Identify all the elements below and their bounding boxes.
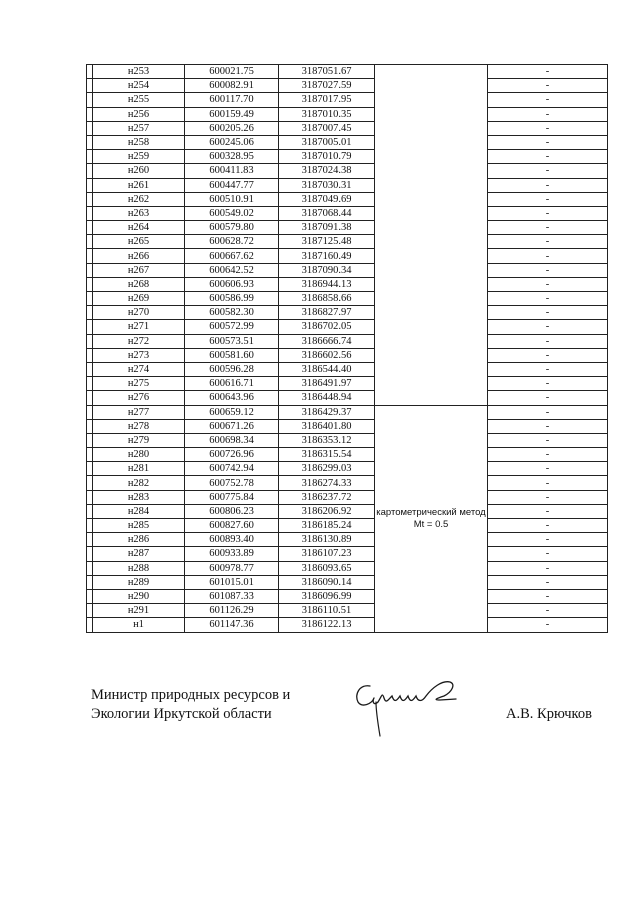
y-coordinate-cell: 3186237.72 — [279, 490, 375, 504]
y-coordinate-cell: 3186206.92 — [279, 504, 375, 518]
table-row — [87, 561, 608, 575]
note-cell: - — [488, 107, 608, 121]
note-cell: - — [488, 320, 608, 334]
y-coordinate-cell: 3186107.23 — [279, 547, 375, 561]
point-number-cell: н260 — [93, 164, 185, 178]
table-row — [87, 476, 608, 490]
note-cell: - — [488, 448, 608, 462]
table-row — [87, 135, 608, 149]
x-coordinate-cell: 600659.12 — [185, 405, 279, 419]
x-coordinate-cell: 601015.01 — [185, 575, 279, 589]
note-cell: - — [488, 405, 608, 419]
method-cell: картометрический метод Mt = 0.5 — [375, 405, 488, 632]
table-row — [87, 391, 608, 405]
table-row — [87, 547, 608, 561]
x-coordinate-cell: 600510.91 — [185, 192, 279, 206]
y-coordinate-cell: 3187005.01 — [279, 135, 375, 149]
table-row — [87, 519, 608, 533]
signatory-name: А.В. Крючков — [506, 706, 592, 722]
note-cell: - — [488, 519, 608, 533]
note-cell: - — [488, 178, 608, 192]
x-coordinate-cell: 600021.75 — [185, 65, 279, 79]
x-coordinate-cell: 601126.29 — [185, 604, 279, 618]
note-cell: - — [488, 561, 608, 575]
note-cell: - — [488, 235, 608, 249]
y-coordinate-cell: 3187068.44 — [279, 206, 375, 220]
signatory-title — [91, 686, 290, 724]
x-coordinate-cell: 600586.99 — [185, 292, 279, 306]
point-number-cell: н288 — [93, 561, 185, 575]
table-row — [87, 618, 608, 632]
point-number-cell: н258 — [93, 135, 185, 149]
y-coordinate-cell: 3187027.59 — [279, 79, 375, 93]
coordinates-table — [86, 64, 608, 633]
x-coordinate-cell: 600806.23 — [185, 504, 279, 518]
table-row — [87, 490, 608, 504]
table-row — [87, 164, 608, 178]
point-number-cell: н278 — [93, 419, 185, 433]
point-number-cell: н277 — [93, 405, 185, 419]
point-number-cell: н266 — [93, 249, 185, 263]
x-coordinate-cell: 600572.99 — [185, 320, 279, 334]
note-cell: - — [488, 135, 608, 149]
table-row — [87, 178, 608, 192]
x-coordinate-cell: 600933.89 — [185, 547, 279, 561]
x-coordinate-cell: 600726.96 — [185, 448, 279, 462]
y-coordinate-cell: 3186666.74 — [279, 334, 375, 348]
table-row — [87, 504, 608, 518]
table-row — [87, 419, 608, 433]
point-number-cell: н291 — [93, 604, 185, 618]
point-number-cell: н253 — [93, 65, 185, 79]
point-number-cell: н255 — [93, 93, 185, 107]
table-row — [87, 150, 608, 164]
y-coordinate-cell: 3186448.94 — [279, 391, 375, 405]
point-number-cell: н268 — [93, 277, 185, 291]
table-row — [87, 348, 608, 362]
x-coordinate-cell: 600159.49 — [185, 107, 279, 121]
point-number-cell: н284 — [93, 504, 185, 518]
note-cell: - — [488, 79, 608, 93]
x-coordinate-cell: 600742.94 — [185, 462, 279, 476]
note-cell: - — [488, 292, 608, 306]
note-cell: - — [488, 150, 608, 164]
x-coordinate-cell: 600573.51 — [185, 334, 279, 348]
y-coordinate-cell: 3186429.37 — [279, 405, 375, 419]
note-cell: - — [488, 533, 608, 547]
y-coordinate-cell: 3186274.33 — [279, 476, 375, 490]
x-coordinate-cell: 600752.78 — [185, 476, 279, 490]
y-coordinate-cell: 3187049.69 — [279, 192, 375, 206]
x-coordinate-cell: 600245.06 — [185, 135, 279, 149]
note-cell: - — [488, 462, 608, 476]
note-cell: - — [488, 306, 608, 320]
table-row — [87, 306, 608, 320]
y-coordinate-cell: 3186858.66 — [279, 292, 375, 306]
point-number-cell: н276 — [93, 391, 185, 405]
y-coordinate-cell: 3186827.97 — [279, 306, 375, 320]
signatory-title-line1: Министр природных ресурсов и — [91, 687, 291, 703]
table-row — [87, 405, 608, 419]
y-coordinate-cell: 3187051.67 — [279, 65, 375, 79]
table-row — [87, 107, 608, 121]
y-coordinate-cell: 3187090.34 — [279, 263, 375, 277]
table-row — [87, 221, 608, 235]
method-cell-empty — [375, 65, 488, 406]
x-coordinate-cell: 600117.70 — [185, 93, 279, 107]
x-coordinate-cell: 600775.84 — [185, 490, 279, 504]
y-coordinate-cell: 3186602.56 — [279, 348, 375, 362]
point-number-cell: н272 — [93, 334, 185, 348]
table-row — [87, 533, 608, 547]
x-coordinate-cell: 600549.02 — [185, 206, 279, 220]
table-row — [87, 192, 608, 206]
note-cell: - — [488, 362, 608, 376]
point-number-cell: н279 — [93, 433, 185, 447]
note-cell: - — [488, 547, 608, 561]
note-cell: - — [488, 419, 608, 433]
note-cell: - — [488, 65, 608, 79]
note-cell: - — [488, 192, 608, 206]
point-number-cell: н280 — [93, 448, 185, 462]
note-cell: - — [488, 433, 608, 447]
point-number-cell: н273 — [93, 348, 185, 362]
point-number-cell: н274 — [93, 362, 185, 376]
x-coordinate-cell: 600671.26 — [185, 419, 279, 433]
table-row — [87, 121, 608, 135]
point-number-cell: н281 — [93, 462, 185, 476]
table-row — [87, 575, 608, 589]
point-number-cell: н287 — [93, 547, 185, 561]
note-cell: - — [488, 164, 608, 178]
point-number-cell: н257 — [93, 121, 185, 135]
x-coordinate-cell: 600328.95 — [185, 150, 279, 164]
note-cell: - — [488, 348, 608, 362]
x-coordinate-cell: 600606.93 — [185, 277, 279, 291]
point-number-cell: н254 — [93, 79, 185, 93]
point-number-cell: н263 — [93, 206, 185, 220]
y-coordinate-cell: 3186491.97 — [279, 377, 375, 391]
note-cell: - — [488, 93, 608, 107]
table-row — [87, 334, 608, 348]
table-row — [87, 433, 608, 447]
y-coordinate-cell: 3187160.49 — [279, 249, 375, 263]
note-cell: - — [488, 504, 608, 518]
x-coordinate-cell: 600411.83 — [185, 164, 279, 178]
note-cell: - — [488, 221, 608, 235]
table-row — [87, 79, 608, 93]
x-coordinate-cell: 600667.62 — [185, 249, 279, 263]
y-coordinate-cell: 3186401.80 — [279, 419, 375, 433]
y-coordinate-cell: 3186544.40 — [279, 362, 375, 376]
table-row — [87, 462, 608, 476]
x-coordinate-cell: 600827.60 — [185, 519, 279, 533]
x-coordinate-cell: 600579.80 — [185, 221, 279, 235]
y-coordinate-cell: 3187007.45 — [279, 121, 375, 135]
x-coordinate-cell: 601087.33 — [185, 589, 279, 603]
note-cell: - — [488, 121, 608, 135]
point-number-cell: н289 — [93, 575, 185, 589]
y-coordinate-cell: 3187024.38 — [279, 164, 375, 178]
y-coordinate-cell: 3186299.03 — [279, 462, 375, 476]
table-row — [87, 448, 608, 462]
y-coordinate-cell: 3186130.89 — [279, 533, 375, 547]
y-coordinate-cell: 3186096.99 — [279, 589, 375, 603]
x-coordinate-cell: 601147.36 — [185, 618, 279, 632]
x-coordinate-cell: 600581.60 — [185, 348, 279, 362]
y-coordinate-cell: 3186122.13 — [279, 618, 375, 632]
point-number-cell: н269 — [93, 292, 185, 306]
y-coordinate-cell: 3186353.12 — [279, 433, 375, 447]
x-coordinate-cell: 600616.71 — [185, 377, 279, 391]
table-row — [87, 206, 608, 220]
point-number-cell: н271 — [93, 320, 185, 334]
point-number-cell: н275 — [93, 377, 185, 391]
table-row — [87, 249, 608, 263]
note-cell: - — [488, 391, 608, 405]
x-coordinate-cell: 600893.40 — [185, 533, 279, 547]
note-cell: - — [488, 277, 608, 291]
y-coordinate-cell: 3186315.54 — [279, 448, 375, 462]
x-coordinate-cell: 600205.26 — [185, 121, 279, 135]
note-cell: - — [488, 263, 608, 277]
x-coordinate-cell: 600643.96 — [185, 391, 279, 405]
point-number-cell: н261 — [93, 178, 185, 192]
table-row — [87, 65, 608, 79]
table-row — [87, 93, 608, 107]
table-row — [87, 277, 608, 291]
point-number-cell: н264 — [93, 221, 185, 235]
signatory-title-line2: Экологии Иркутской области — [91, 706, 272, 722]
table-row — [87, 320, 608, 334]
table-row — [87, 362, 608, 376]
table-row — [87, 235, 608, 249]
note-cell: - — [488, 618, 608, 632]
y-coordinate-cell: 3187010.35 — [279, 107, 375, 121]
point-number-cell: н259 — [93, 150, 185, 164]
x-coordinate-cell: 600978.77 — [185, 561, 279, 575]
point-number-cell: н256 — [93, 107, 185, 121]
note-cell: - — [488, 249, 608, 263]
table-row — [87, 604, 608, 618]
y-coordinate-cell: 3187125.48 — [279, 235, 375, 249]
note-cell: - — [488, 490, 608, 504]
x-coordinate-cell: 600642.52 — [185, 263, 279, 277]
point-number-cell: н1 — [93, 618, 185, 632]
note-cell: - — [488, 206, 608, 220]
y-coordinate-cell: 3186110.51 — [279, 604, 375, 618]
x-coordinate-cell: 600082.91 — [185, 79, 279, 93]
y-coordinate-cell: 3186702.05 — [279, 320, 375, 334]
point-number-cell: н290 — [93, 589, 185, 603]
point-number-cell: н282 — [93, 476, 185, 490]
handwritten-signature — [352, 672, 462, 738]
x-coordinate-cell: 600596.28 — [185, 362, 279, 376]
x-coordinate-cell: 600582.30 — [185, 306, 279, 320]
y-coordinate-cell: 3187091.38 — [279, 221, 375, 235]
table-row — [87, 292, 608, 306]
y-coordinate-cell: 3186944.13 — [279, 277, 375, 291]
y-coordinate-cell: 3186093.65 — [279, 561, 375, 575]
y-coordinate-cell: 3186090.14 — [279, 575, 375, 589]
note-cell: - — [488, 575, 608, 589]
x-coordinate-cell: 600628.72 — [185, 235, 279, 249]
table-row — [87, 377, 608, 391]
y-coordinate-cell: 3186185.24 — [279, 519, 375, 533]
note-cell: - — [488, 589, 608, 603]
note-cell: - — [488, 334, 608, 348]
note-cell: - — [488, 476, 608, 490]
point-number-cell: н285 — [93, 519, 185, 533]
point-number-cell: н262 — [93, 192, 185, 206]
point-number-cell: н283 — [93, 490, 185, 504]
x-coordinate-cell: 600698.34 — [185, 433, 279, 447]
note-cell: - — [488, 377, 608, 391]
x-coordinate-cell: 600447.77 — [185, 178, 279, 192]
point-number-cell: н270 — [93, 306, 185, 320]
y-coordinate-cell: 3187010.79 — [279, 150, 375, 164]
note-cell: - — [488, 604, 608, 618]
point-number-cell: н286 — [93, 533, 185, 547]
y-coordinate-cell: 3187017.95 — [279, 93, 375, 107]
table-row — [87, 589, 608, 603]
point-number-cell: н267 — [93, 263, 185, 277]
y-coordinate-cell: 3187030.31 — [279, 178, 375, 192]
table-row — [87, 263, 608, 277]
point-number-cell: н265 — [93, 235, 185, 249]
